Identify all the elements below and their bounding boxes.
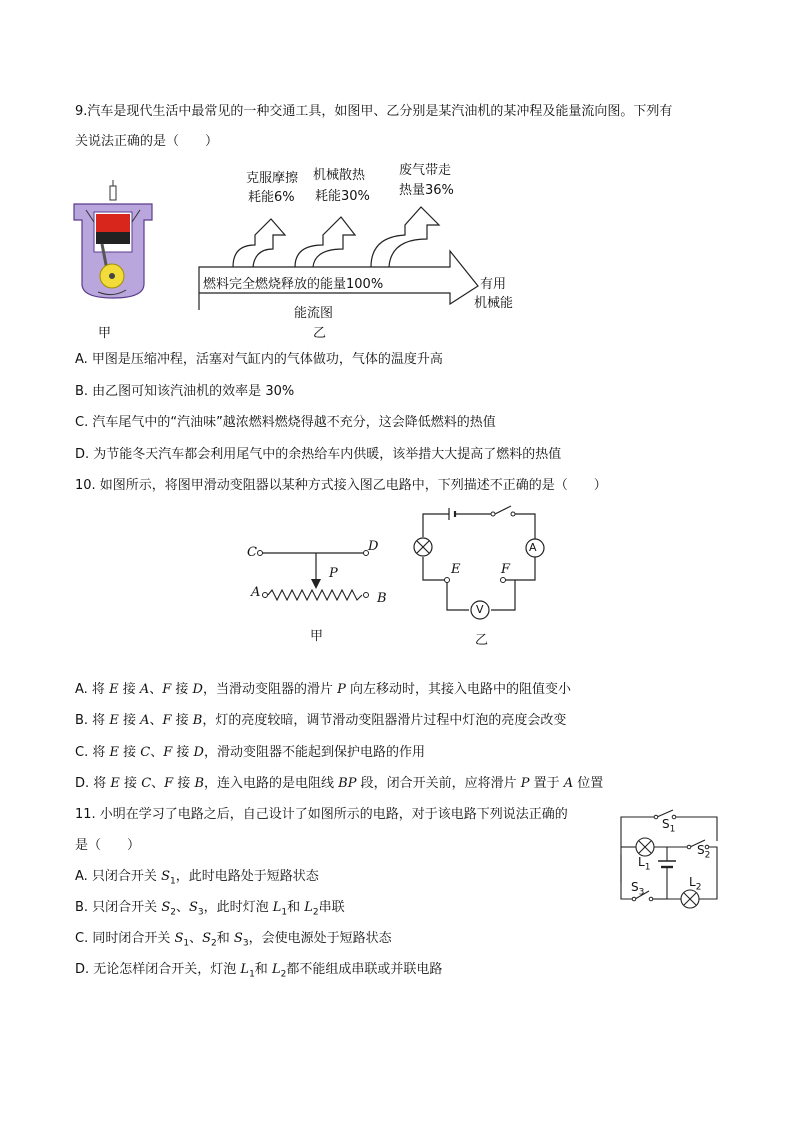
q9-loss2-line2: 耗能30% [315, 189, 370, 204]
q10-option-a: A. 将 E 接 A、F 接 D，当滑动变阻器的滑片 P 向左移动时，其接入电路中的阻值变小 [75, 682, 571, 697]
q11-label-s1: $S_1$ [662, 817, 676, 835]
q10-voltmeter-label: V [476, 603, 484, 616]
q9-flow-main: 燃料完全燃烧释放的能量100% [203, 277, 384, 292]
q9-option-d: D. 为节能冬天汽车都会利用尾气中的余热给车内供暖，该举措大大提高了燃料的热值 [75, 447, 562, 462]
q9-option-c: C. 汽车尾气中的“汽油味”越浓燃料燃烧得越不充分，这会降低燃料的热值 [75, 415, 496, 430]
q11-option-c: C. 同时闭合开关 $S_1$、$S_2$和 $S_3$，会使电源处于短路状态 [75, 931, 392, 949]
q10-label-b: B [377, 591, 387, 606]
q11-stem-line1: 11. 小明在学习了电路之后，自己设计了如图所示的电路，对于该电路下列说法正确的 [75, 807, 568, 822]
q9-flow-out-line1: 有用 [480, 277, 507, 292]
q11-label-l2: $L_2$ [689, 875, 702, 893]
q9-loss2-line1: 机械散热 [313, 168, 366, 183]
q9-stem-line1: 9.汽车是现代生活中最常见的一种交通工具，如图甲、乙分别是某汽油机的某冲程及能量流向图。下列有 [75, 104, 673, 119]
q9-fig-jia-caption: 甲 [98, 326, 112, 341]
q9-loss1-line2: 耗能6% [248, 190, 295, 205]
q10-label-d: D [368, 539, 379, 554]
q11-option-a: A. 只闭合开关 $S_1$，此时电路处于短路状态 [75, 869, 319, 887]
q9-engine-figure [68, 180, 158, 305]
q9-loss1-line1: 克服摩擦 [246, 171, 299, 186]
q10-option-d: D. 将 E 接 C、F 接 B，连入电路的是电阻线 BP 段，闭合开关前，应将滑片 P 置于 A 位置 [75, 776, 604, 791]
q11-option-b: B. 只闭合开关 $S_2$、$S_3$，此时灯泡 $L_1$和 $L_2$串联 [75, 900, 345, 918]
q9-flow-out-line2: 机械能 [474, 296, 514, 311]
q10-fig-jia-caption: 甲 [310, 629, 324, 644]
q11-stem-line2: 是（ ） [75, 838, 141, 853]
q10-option-b: B. 将 E 接 A、F 接 B，灯的亮度较暗，调节滑动变阻器滑片过程中灯泡的亮度会改变 [75, 713, 567, 728]
q9-fig-yi-caption: 乙 [313, 326, 327, 341]
q11-label-s2: $S_2$ [697, 843, 711, 861]
q9-flow-title: 能流图 [294, 306, 334, 321]
q9-loss3-line2: 热量36% [399, 183, 454, 198]
q10-ammeter-label: A [529, 541, 537, 554]
q10-label-a: A [251, 585, 261, 600]
q11-option-d: D. 无论怎样闭合开关，灯泡 $L_1$和 $L_2$都不能组成串联或并联电路 [75, 962, 443, 980]
q9-option-b: B. 由乙图可知该汽油机的效率是 30% [75, 384, 295, 399]
q9-option-a: A. 甲图是压缩冲程，活塞对气缸内的气体做功，气体的温度升高 [75, 352, 443, 367]
q10-option-c: C. 将 E 接 C、F 接 D，滑动变阻器不能起到保护电路的作用 [75, 745, 425, 760]
q10-label-p: P [329, 566, 338, 581]
q9-energy-flow-diagram [195, 205, 490, 315]
q9-loss3-line1: 废气带走 [399, 163, 452, 178]
q11-label-s3: $S_3$ [631, 880, 645, 898]
q11-label-l1: $L_1$ [638, 855, 651, 873]
q10-fig-yi-caption: 乙 [475, 633, 489, 648]
q10-label-e: E [451, 562, 461, 577]
q10-label-f: F [501, 562, 511, 577]
q9-stem-line2: 关说法正确的是（ ） [75, 134, 219, 149]
q10-label-c: C [247, 545, 257, 560]
q10-stem: 10. 如图所示，将图甲滑动变阻器以某种方式接入图乙电路中，下列描述不正确的是（ ） [75, 478, 607, 493]
